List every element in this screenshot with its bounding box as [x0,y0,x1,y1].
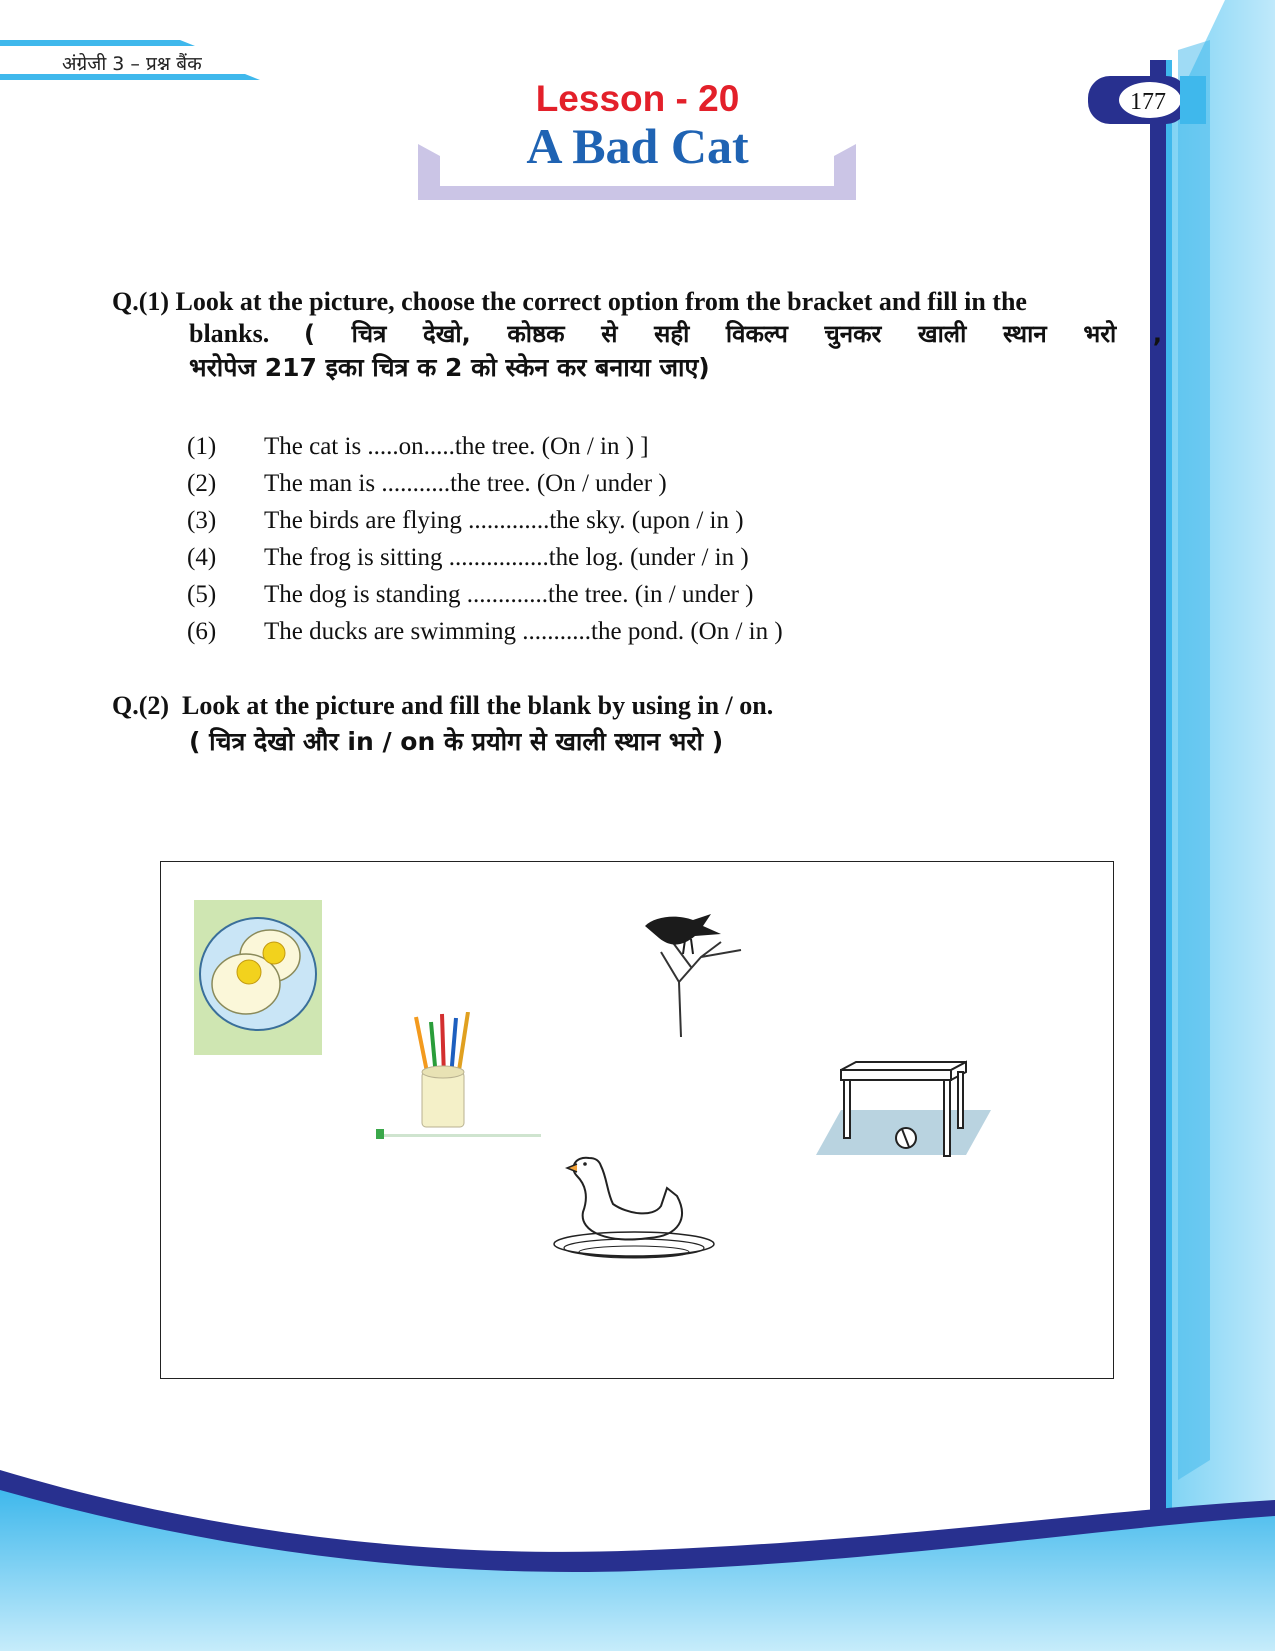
q1-instruction-cont: blanks. [189,319,270,348]
picture-box [160,861,1114,1379]
fried-eggs-icon [194,900,322,1055]
bottom-wave-decoration [0,1470,1275,1651]
item-number: (2) [187,470,217,497]
item-number: (5) [187,581,217,608]
q2-instruction-hindi: ( चित्र देखो और in / on के प्रयोग से खाली स्थान भरो ) [189,727,724,756]
list-item [187,428,987,465]
q1-heading [112,286,1162,318]
pencil-holder-icon [376,1012,541,1147]
right-edge-decoration [1150,0,1275,1651]
item-number: (6) [187,618,217,645]
item-text: The cat is .....on.....the tree. (On / in ) ] [264,433,649,460]
item-text: The man is ...........the tree. (On / under ) [264,470,667,497]
item-number: (4) [187,544,217,571]
q2-instruction: Look at the picture and fill the blank by using in / on. [182,691,774,720]
q1-instruction-line2 [189,318,1162,350]
list-item [187,465,987,502]
item-number: (3) [187,507,217,534]
q1-instruction-hindi: ( चित्र देखो, कोष्ठक से सही विकल्प चुनकर खाली स्थान भरो , [304,320,1162,348]
q1-instruction-hindi-line2: भरोपेज 217 इका चित्र क 2 को स्केन कर बनाया जाए) [189,353,710,382]
lesson-title: A Bad Cat [526,118,749,174]
lesson-number: Lesson - 20 [535,78,740,119]
item-text: The dog is standing .............the tree. (in / under ) [264,581,754,608]
q2-heading [112,690,1162,722]
page-number: 177 [1130,89,1166,115]
item-text: The ducks are swimming ...........the pond. (On / in ) [264,618,783,645]
bird-on-branch-icon [631,912,756,1042]
list-item [187,539,987,576]
q1-instruction: Look at the picture, choose the correct option from the bracket and fill in the [175,287,1027,316]
q1-list [187,428,987,650]
item-text: The frog is sitting ................the log. (under / in ) [264,544,749,571]
list-item [187,576,987,613]
item-number: (1) [187,433,217,460]
item-text: The birds are flying .............the sky. (upon / in ) [264,507,744,534]
list-item [187,613,987,650]
q2-number: Q.(2) [112,691,170,720]
q1-number: Q.(1) [112,287,170,316]
book-label: अंग्रेजी 3 – प्रश्न बैंक [62,53,202,75]
table-with-ball-icon [816,1060,991,1165]
swan-on-water-icon [549,1152,719,1264]
list-item [187,502,987,539]
